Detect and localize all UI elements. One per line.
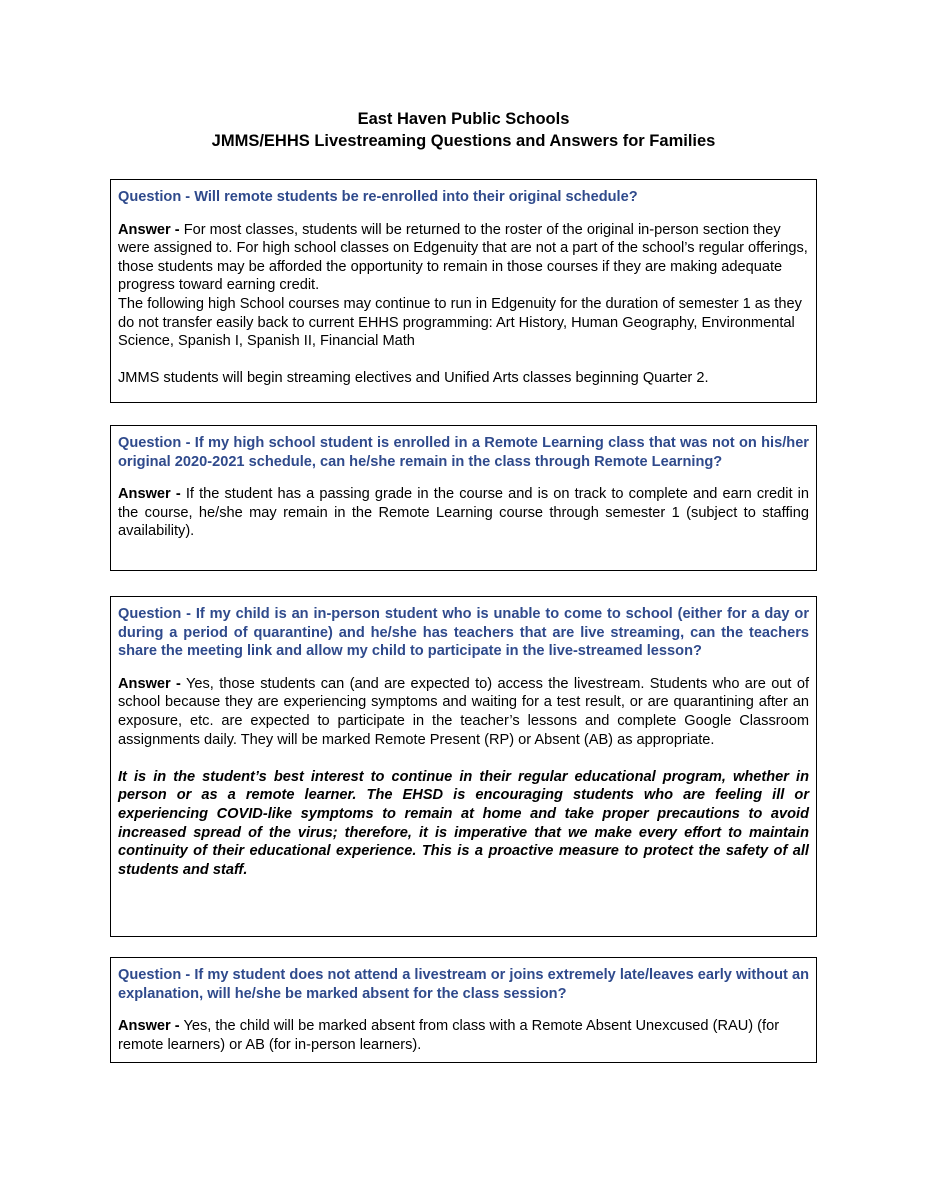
answer-text: For most classes, students will be returned to the roster of the original in-person section they were assigned to. For high school classes on Edgenuity that are not a part of the school’s regular offerings, those students may be afforded the opportunity to remain in those courses if they are making adequate progress toward earning credit. bbox=[118, 221, 808, 294]
paragraph-spacer bbox=[118, 351, 809, 370]
qa-box-3 bbox=[110, 596, 817, 937]
answer-1 bbox=[118, 221, 809, 295]
answer-1-paragraph-3: JMMS students will begin streaming electives and Unified Arts classes beginning Quarter 2. bbox=[118, 370, 709, 387]
answer-3 bbox=[118, 675, 809, 749]
paragraph-spacer bbox=[118, 749, 809, 768]
answer-1-paragraph-2: The following high School courses may continue to run in Edgenuity for the duration of semester 1 as they do not transfer easily back to current EHHS programming: Art History, Human Geography, Environmental Science, Spanish I, Spanish II, Financial Math bbox=[118, 295, 802, 350]
answer-4 bbox=[118, 1017, 809, 1054]
qa-box-1 bbox=[110, 179, 817, 403]
important-note: It is in the student’s best interest to continue in their regular educational program, whether in person or as a remote learner. The EHSD is encouraging students who are feeling ill or experiencing COVID-like symptoms to remain at home and take proper precautions to avoid increased spread of the virus; therefore, it is imperative that we make every effort to maintain continuity of their educational experience. This is a proactive measure to protect the safety of all students and staff. bbox=[118, 768, 809, 878]
document-title-line2: JMMS/EHHS Livestreaming Questions and Answers for Families bbox=[211, 132, 716, 150]
question-1: Question - Will remote students be re-enrolled into their original schedule? bbox=[118, 189, 638, 205]
document-header bbox=[0, 108, 927, 152]
question-2: Question - If my high school student is enrolled in a Remote Learning class that was not on his/her original 2020-2021 schedule, can he/she remain in the class through Remote Learning? bbox=[118, 435, 809, 470]
answer-label: Answer - bbox=[118, 486, 181, 503]
question-4: Question - If my student does not attend a livestream or joins extremely late/leaves early without an explanation, will he/she be marked absent for the class session? bbox=[118, 967, 809, 1002]
answer-text: If the student has a passing grade in the course and is on track to complete and earn credit in the course, he/she may remain in the Remote Learning course through semester 1 (subject to staffing availability). bbox=[118, 486, 810, 540]
answer-label: Answer - bbox=[118, 1018, 180, 1035]
answer-text: Yes, the child will be marked absent from class with a Remote Absent Unexcused (RAU) (for remote learners) or AB (for in-person learners). bbox=[118, 1018, 780, 1053]
answer-label: Answer - bbox=[118, 221, 180, 238]
document-title-line1: East Haven Public Schools bbox=[357, 110, 570, 128]
answer-label: Answer - bbox=[118, 675, 181, 692]
question-3: Question - If my child is an in-person student who is unable to come to school (either for a day or during a period of quarantine) and he/she has teachers that are live streaming, can the teachers share the meeting link and allow my child to participate in the live-streamed lesson? bbox=[118, 606, 809, 660]
answer-2 bbox=[118, 485, 809, 541]
answer-text: Yes, those students can (and are expected to) access the livestream. Students who are out of school because they are experiencing symptoms and waiting for a test result, or are quarantining after an exposure, etc. are expected to participate in the teacher’s lessons and complete Google Classroom assignments daily. They will be marked Remote Present (RP) or Absent (AB) as appropriate. bbox=[118, 675, 809, 748]
qa-box-2 bbox=[110, 425, 817, 571]
qa-box-4 bbox=[110, 957, 817, 1063]
